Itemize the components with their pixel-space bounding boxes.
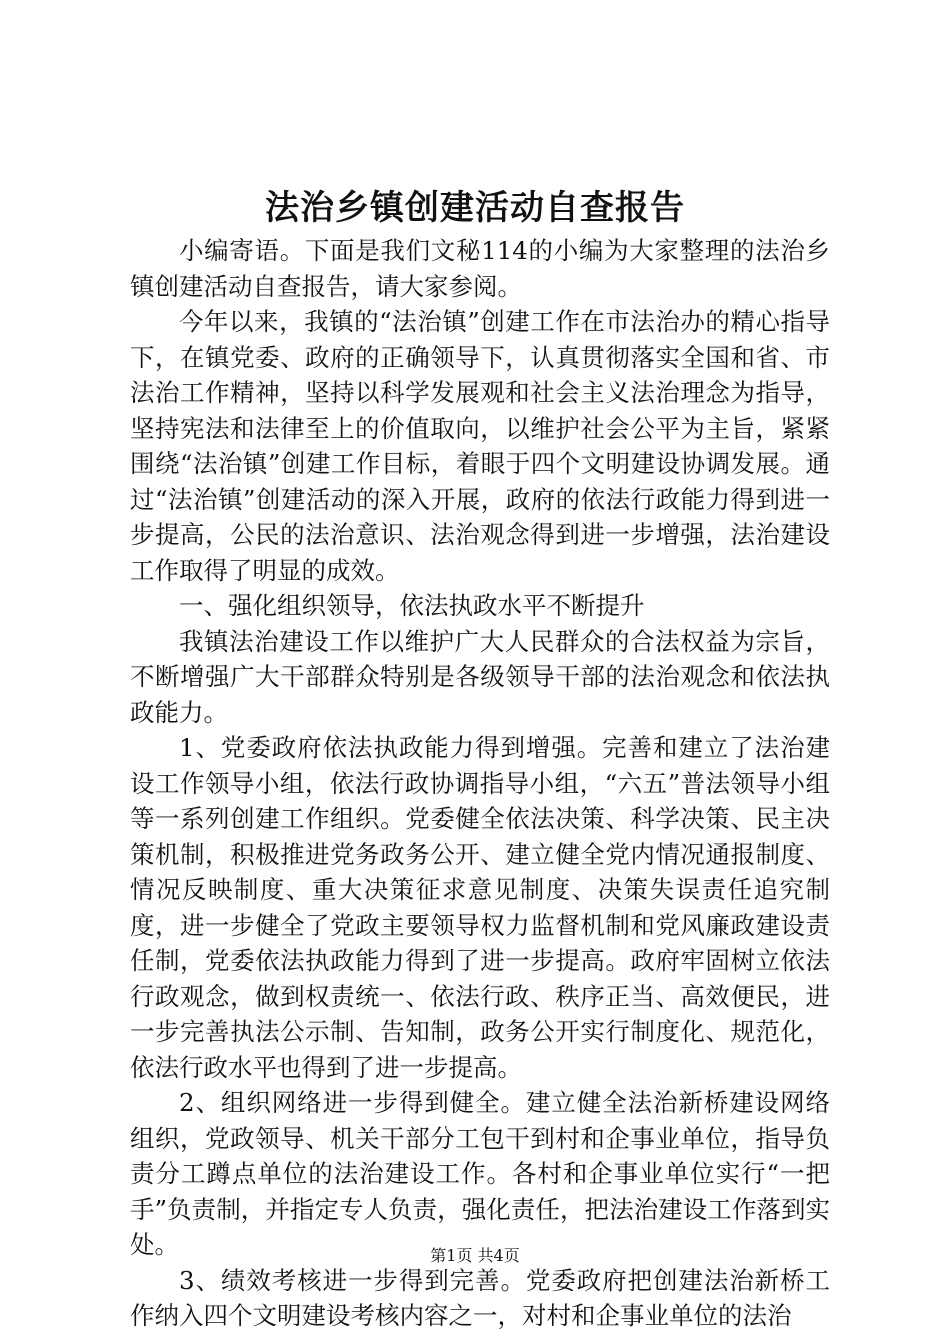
document-title: 法治乡镇创建活动自查报告 — [265, 188, 685, 228]
item-2-paragraph: 2、组织网络进一步得到健全。建立健全法治新桥建设网络组织，党政领导、机关干部分工包干到村和企事业单位，指导负责分工蹲点单位的法治建设工作。各村和企事业单位实行“一把手”负责制，并指定专人负责，强化责任，把法治建设工作落到实处。 — [130, 1088, 830, 1259]
overview-paragraph: 今年以来，我镇的“法治镇”创建工作在市法治办的精心指导下，在镇党委、政府的正确领导下，认真贯彻落实全国和省、市法治工作精神，坚持以科学发展观和社会主义法治理念为指导，坚持宪法和法律至上的价值取向，以维护社会公平为主旨，紧紧围绕“法治镇”创建工作目标，着眼于四个文明建设协调发展。通过“法治镇”创建活动的深入开展，政府的依法行政能力得到进一步提高，公民的法治意识、法治观念得到进一步增强，法治建设工作取得了明显的成效。 — [130, 307, 830, 585]
page-footer: 第1页 共4页 — [430, 1246, 520, 1265]
section-1-paragraph: 我镇法治建设工作以维护广大人民群众的合法权益为宗旨，不断增强广大干部群众特别是各级领导干部的法治观念和依法执政能力。 — [130, 626, 830, 727]
document-body — [130, 233, 830, 1334]
intro-paragraph: 小编寄语。下面是我们文秘114的小编为大家整理的法治乡镇创建活动自查报告，请大家参阅。 — [130, 236, 830, 301]
item-3-paragraph: 3、绩效考核进一步得到完善。党委政府把创建法治新桥工作纳入四个文明建设考核内容之一，对村和企事业单位的法治 — [130, 1265, 830, 1330]
item-1-paragraph: 1、党委政府依法执政能力得到增强。完善和建立了法治建设工作领导小组，依法行政协调指导小组，“六五”普法领导小组等一系列创建工作组织。党委健全依法决策、科学决策、民主决策机制，积极推进党务政务公开、建立健全党内情况通报制度、情况反映制度、重大决策征求意见制度、决策失误责任追究制度，进一步健全了党政主要领导权力监督机制和党风廉政建设责任制，党委依法执政能力得到了进一步提高。政府牢固树立依法行政观念，做到权责统一、依法行政、秩序正当、高效便民，进一步完善执法公示制、告知制，政务公开实行制度化、规范化，依法行政水平也得到了进一步提高。 — [130, 733, 830, 1082]
section-heading-1: 一、强化组织领导，依法执政水平不断提升 — [179, 591, 645, 620]
